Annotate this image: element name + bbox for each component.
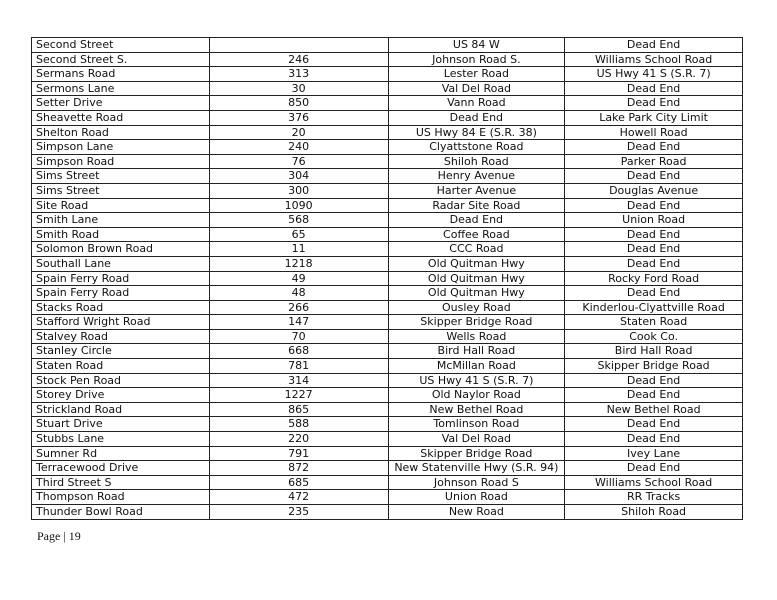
page-number: Page | 19 (37, 529, 81, 543)
from-cell: Old Quitman Hwy (388, 286, 565, 301)
table-row (32, 359, 743, 374)
from-cell: US Hwy 84 E (S.R. 38) (388, 125, 565, 140)
to-cell: RR Tracks (565, 490, 743, 505)
road-table (31, 37, 743, 520)
length-cell: 304 (209, 169, 388, 184)
from-cell: Bird Hall Road (388, 344, 565, 359)
table-row (32, 52, 743, 67)
road-name-cell: Third Street S (32, 475, 210, 490)
from-cell: New Bethel Road (388, 402, 565, 417)
table-row (32, 315, 743, 330)
table-row (32, 432, 743, 447)
road-name-cell: Smith Road (32, 227, 210, 242)
to-cell: Bird Hall Road (565, 344, 743, 359)
from-cell: Val Del Road (388, 81, 565, 96)
from-cell: Old Quitman Hwy (388, 256, 565, 271)
road-name-cell: Staten Road (32, 359, 210, 374)
road-name-cell: Strickland Road (32, 402, 210, 417)
from-cell: Wells Road (388, 329, 565, 344)
road-name-cell: Stafford Wright Road (32, 315, 210, 330)
to-cell: US Hwy 41 S (S.R. 7) (565, 67, 743, 82)
length-cell: 220 (209, 432, 388, 447)
from-cell: Henry Avenue (388, 169, 565, 184)
to-cell: Dead End (565, 432, 743, 447)
length-cell: 48 (209, 286, 388, 301)
road-name-cell: Sumner Rd (32, 446, 210, 461)
to-cell: Cook Co. (565, 329, 743, 344)
to-cell: Dead End (565, 227, 743, 242)
road-name-cell: Storey Drive (32, 388, 210, 403)
road-name-cell: Setter Drive (32, 96, 210, 111)
road-name-cell: Stuart Drive (32, 417, 210, 432)
road-name-cell: Thompson Road (32, 490, 210, 505)
road-name-cell: Thunder Bowl Road (32, 505, 210, 520)
to-cell: Howell Road (565, 125, 743, 140)
table-row (32, 213, 743, 228)
length-cell: 300 (209, 183, 388, 198)
to-cell: Lake Park City Limit (565, 110, 743, 125)
to-cell: Dead End (565, 38, 743, 53)
from-cell: Tomlinson Road (388, 417, 565, 432)
road-name-cell: Shelton Road (32, 125, 210, 140)
from-cell: Dead End (388, 110, 565, 125)
length-cell: 70 (209, 329, 388, 344)
table-row (32, 227, 743, 242)
table-row (32, 110, 743, 125)
table-row (32, 373, 743, 388)
table-row (32, 402, 743, 417)
table-row (32, 96, 743, 111)
to-cell: Dead End (565, 169, 743, 184)
table-row (32, 140, 743, 155)
table-row (32, 344, 743, 359)
road-name-cell: Stubbs Lane (32, 432, 210, 447)
length-cell: 1090 (209, 198, 388, 213)
road-name-cell: Sims Street (32, 183, 210, 198)
from-cell: Clyattstone Road (388, 140, 565, 155)
road-name-cell: Stanley Circle (32, 344, 210, 359)
to-cell: Ivey Lane (565, 446, 743, 461)
length-cell: 588 (209, 417, 388, 432)
from-cell: Old Quitman Hwy (388, 271, 565, 286)
road-name-cell: Smith Lane (32, 213, 210, 228)
length-cell: 246 (209, 52, 388, 67)
length-cell: 240 (209, 140, 388, 155)
from-cell: New Statenville Hwy (S.R. 94) (388, 461, 565, 476)
length-cell: 1218 (209, 256, 388, 271)
length-cell: 865 (209, 402, 388, 417)
to-cell: Dead End (565, 242, 743, 257)
length-cell: 791 (209, 446, 388, 461)
table-row (32, 329, 743, 344)
from-cell: Skipper Bridge Road (388, 446, 565, 461)
to-cell: New Bethel Road (565, 402, 743, 417)
to-cell: Rocky Ford Road (565, 271, 743, 286)
from-cell: Dead End (388, 213, 565, 228)
to-cell: Dead End (565, 81, 743, 96)
from-cell: Johnson Road S (388, 475, 565, 490)
table-row (32, 300, 743, 315)
length-cell: 11 (209, 242, 388, 257)
length-cell (209, 38, 388, 53)
from-cell: Radar Site Road (388, 198, 565, 213)
length-cell: 266 (209, 300, 388, 315)
road-name-cell: Spain Ferry Road (32, 286, 210, 301)
table-row (32, 67, 743, 82)
to-cell: Williams School Road (565, 475, 743, 490)
from-cell: CCC Road (388, 242, 565, 257)
to-cell: Skipper Bridge Road (565, 359, 743, 374)
road-name-cell: Solomon Brown Road (32, 242, 210, 257)
table-row (32, 169, 743, 184)
table-row (32, 81, 743, 96)
length-cell: 376 (209, 110, 388, 125)
road-name-cell: Stock Pen Road (32, 373, 210, 388)
road-name-cell: Site Road (32, 198, 210, 213)
to-cell: Dead End (565, 140, 743, 155)
road-name-cell: Second Street S. (32, 52, 210, 67)
from-cell: US Hwy 41 S (S.R. 7) (388, 373, 565, 388)
from-cell: Shiloh Road (388, 154, 565, 169)
from-cell: Union Road (388, 490, 565, 505)
length-cell: 314 (209, 373, 388, 388)
to-cell: Parker Road (565, 154, 743, 169)
length-cell: 20 (209, 125, 388, 140)
road-name-cell: Sims Street (32, 169, 210, 184)
from-cell: Johnson Road S. (388, 52, 565, 67)
from-cell: Coffee Road (388, 227, 565, 242)
road-name-cell: Stalvey Road (32, 329, 210, 344)
from-cell: Ousley Road (388, 300, 565, 315)
table-row (32, 183, 743, 198)
road-name-cell: Simpson Road (32, 154, 210, 169)
to-cell: Dead End (565, 256, 743, 271)
length-cell: 872 (209, 461, 388, 476)
road-name-cell: Spain Ferry Road (32, 271, 210, 286)
to-cell: Staten Road (565, 315, 743, 330)
to-cell: Dead End (565, 373, 743, 388)
road-name-cell: Sheavette Road (32, 110, 210, 125)
length-cell: 1227 (209, 388, 388, 403)
table-row (32, 271, 743, 286)
road-name-cell: Stacks Road (32, 300, 210, 315)
table-row (32, 490, 743, 505)
table-row (32, 242, 743, 257)
to-cell: Kinderlou-Clyattville Road (565, 300, 743, 315)
table-row (32, 461, 743, 476)
table-row (32, 38, 743, 53)
to-cell: Douglas Avenue (565, 183, 743, 198)
length-cell: 30 (209, 81, 388, 96)
length-cell: 147 (209, 315, 388, 330)
to-cell: Dead End (565, 286, 743, 301)
to-cell: Dead End (565, 198, 743, 213)
to-cell: Union Road (565, 213, 743, 228)
from-cell: US 84 W (388, 38, 565, 53)
table-row (32, 505, 743, 520)
from-cell: Lester Road (388, 67, 565, 82)
length-cell: 568 (209, 213, 388, 228)
length-cell: 685 (209, 475, 388, 490)
table-row (32, 154, 743, 169)
road-name-cell: Sermans Road (32, 67, 210, 82)
length-cell: 472 (209, 490, 388, 505)
length-cell: 235 (209, 505, 388, 520)
road-name-cell: Second Street (32, 38, 210, 53)
table-row (32, 446, 743, 461)
from-cell: Val Del Road (388, 432, 565, 447)
length-cell: 313 (209, 67, 388, 82)
length-cell: 76 (209, 154, 388, 169)
from-cell: Harter Avenue (388, 183, 565, 198)
table-row (32, 417, 743, 432)
road-name-cell: Southall Lane (32, 256, 210, 271)
length-cell: 850 (209, 96, 388, 111)
road-name-cell: Sermons Lane (32, 81, 210, 96)
from-cell: McMillan Road (388, 359, 565, 374)
to-cell: Williams School Road (565, 52, 743, 67)
table-row (32, 256, 743, 271)
to-cell: Dead End (565, 96, 743, 111)
table-row (32, 475, 743, 490)
from-cell: Old Naylor Road (388, 388, 565, 403)
table-row (32, 125, 743, 140)
to-cell: Dead End (565, 388, 743, 403)
length-cell: 65 (209, 227, 388, 242)
to-cell: Dead End (565, 417, 743, 432)
length-cell: 49 (209, 271, 388, 286)
from-cell: Vann Road (388, 96, 565, 111)
to-cell: Dead End (565, 461, 743, 476)
road-name-cell: Terracewood Drive (32, 461, 210, 476)
road-table-body (32, 38, 743, 520)
table-row (32, 388, 743, 403)
from-cell: New Road (388, 505, 565, 520)
table-row (32, 198, 743, 213)
length-cell: 781 (209, 359, 388, 374)
to-cell: Shiloh Road (565, 505, 743, 520)
length-cell: 668 (209, 344, 388, 359)
table-row (32, 286, 743, 301)
road-name-cell: Simpson Lane (32, 140, 210, 155)
from-cell: Skipper Bridge Road (388, 315, 565, 330)
